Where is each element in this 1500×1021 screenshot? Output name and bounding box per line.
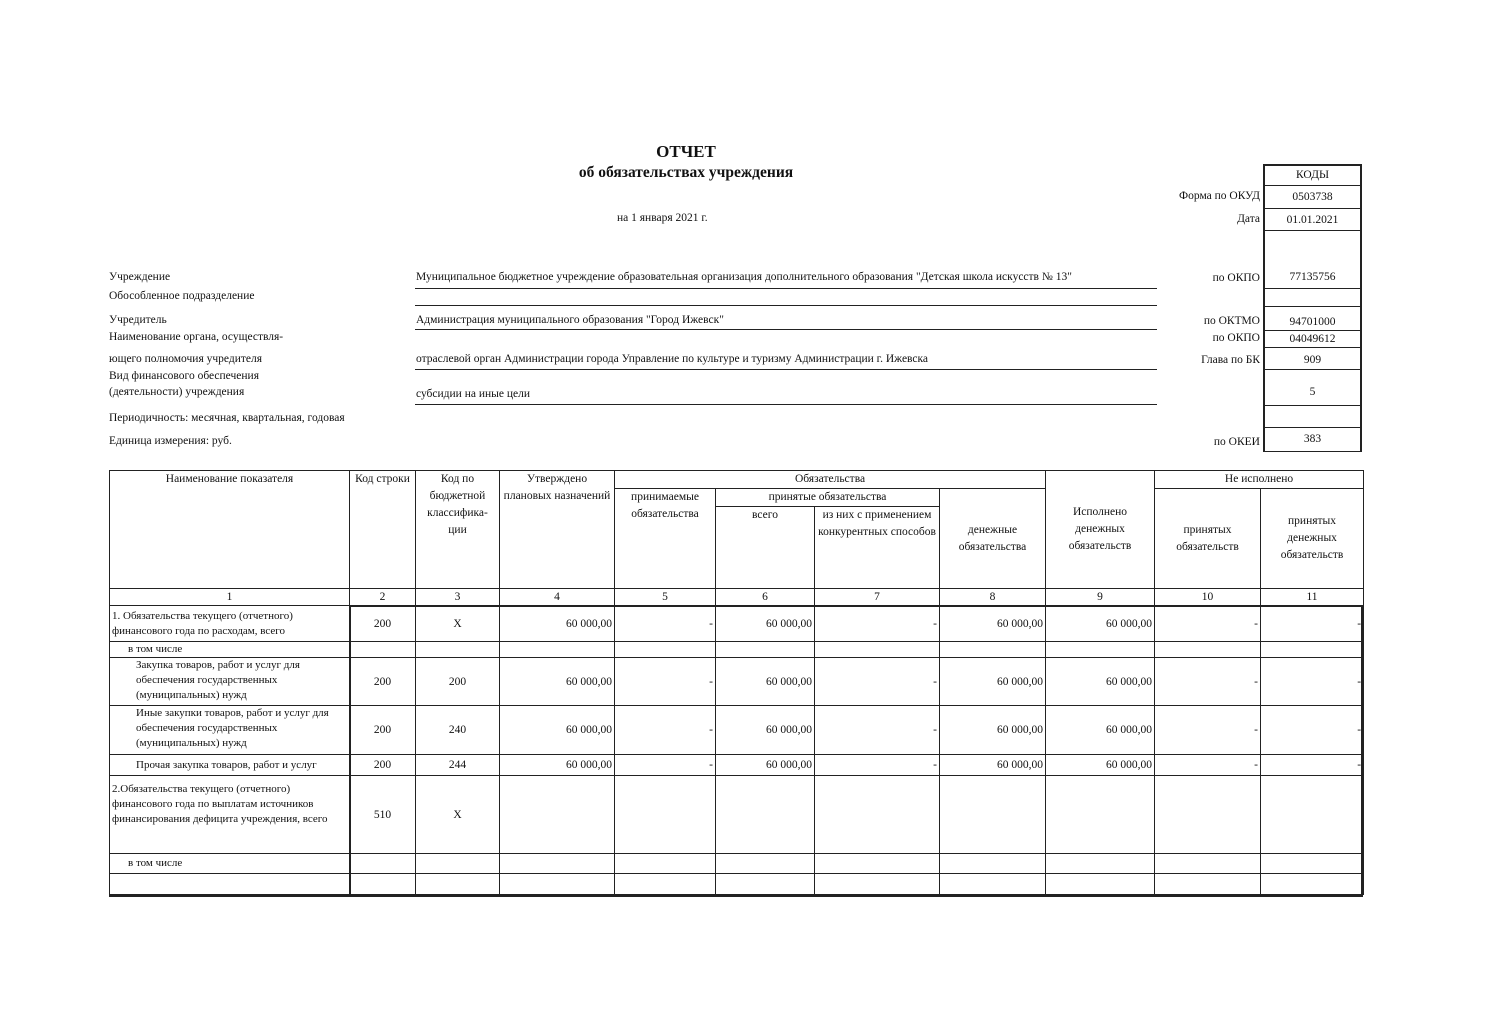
row-code: 200 [350,606,416,642]
row-c7: - [815,755,940,776]
row-c8 [940,874,1046,895]
row-c4 [500,854,615,874]
row-c7 [815,642,940,658]
row-c11 [1261,854,1364,874]
row-c7 [815,854,940,874]
codes-heading: КОДЫ [1263,164,1362,186]
col-number: 7 [815,589,940,606]
table-row [110,874,1364,895]
table-row [110,706,1364,755]
row-c8 [940,776,1046,854]
header-name: Наименование показателя [110,471,350,589]
row-c8: 60 000,00 [940,755,1046,776]
col-number: 3 [416,589,500,606]
row-c5 [615,642,716,658]
row-c4: 60 000,00 [500,606,615,642]
table-row [110,755,1364,776]
col-number: 1 [110,589,350,606]
row-c6: 60 000,00 [716,606,815,642]
header-monetary: денежные обязательства [940,489,1046,589]
row-code [350,642,416,658]
header-executed: Исполнено денежных обязательств [1046,471,1155,589]
row-code: 200 [350,755,416,776]
header-obligations: Обязательства [615,471,1046,489]
vid-label-2: (деятельности) учреждения [109,386,245,398]
table-row [110,776,1364,854]
code-okpo2: 04049612 [1263,331,1362,348]
row-c11: - [1261,658,1364,706]
col-number: 9 [1046,589,1155,606]
code-date: 01.01.2021 [1263,209,1362,231]
row-name: в том числе [110,642,350,658]
row-name: 1. Обязательства текущего (отчетного) финансового года по расходам, всего [110,606,350,642]
row-c5: - [615,755,716,776]
codes-column [1263,164,1362,452]
row-name: Иные закупки товаров, работ и услуг для обеспечения государственных (муниципальных) нужд [110,706,350,755]
row-name: Закупка товаров, работ и услуг для обеспечения государственных (муниципальных) нужд [110,658,350,706]
organ-label-1: Наименование органа, осуществля- [109,331,284,343]
col-number: 4 [500,589,615,606]
row-c9 [1046,874,1155,895]
col-number: 10 [1155,589,1261,606]
okpo2-label: по ОКПО [1212,332,1260,344]
row-name: Прочая закупка товаров, работ и услуг [110,755,350,776]
row-c10 [1155,776,1261,854]
vid-value: субсидии на иные цели [416,388,530,400]
row-c4: 60 000,00 [500,706,615,755]
institution-value: Муниципальное бюджетное учреждение образовательная организация дополнительного образования "Детская школа искусств № 13" [416,271,1072,283]
row-c7: - [815,706,940,755]
periodicity: Периодичность: месячная, квартальная, годовая [109,412,345,424]
header-not-executed: Не исполнено [1155,471,1364,489]
header-accepted-pending: принимаемые обязательства [615,489,716,589]
row-c5 [615,874,716,895]
header-approved: Утверждено плановых назначений [500,471,615,589]
row-bk [416,874,500,895]
row-c5: - [615,706,716,755]
table-row [110,854,1364,874]
code-okpo: 77135756 [1263,231,1362,289]
row-c4: 60 000,00 [500,658,615,706]
row-code [350,874,416,895]
code-oktmo: 94701000 [1263,307,1362,331]
row-c8 [940,642,1046,658]
row-bk: X [416,606,500,642]
row-c9: 60 000,00 [1046,658,1155,706]
row-c8: 60 000,00 [940,658,1046,706]
row-c9: 60 000,00 [1046,706,1155,755]
row-name [110,874,350,895]
okpo-label: по ОКПО [1212,272,1260,284]
col-number: 8 [940,589,1046,606]
table-row [110,658,1364,706]
row-c7: - [815,606,940,642]
code-periodicity [1263,406,1362,428]
row-bk: X [416,776,500,854]
row-c10: - [1155,755,1261,776]
row-c9 [1046,642,1155,658]
organ-label-2: ющего полномочия учредителя [109,353,263,365]
row-c11 [1261,874,1364,895]
row-c6 [716,874,815,895]
institution-underline [415,288,1157,289]
row-c8: 60 000,00 [940,606,1046,642]
report-date-line: на 1 января 2021 г. [617,212,708,224]
row-name: в том числе [110,854,350,874]
row-c9 [1046,776,1155,854]
vid-label-1: Вид финансового обеспечения [109,370,259,382]
row-c4 [500,776,615,854]
row-c6 [716,642,815,658]
founder-value: Администрация муниципального образования "Город Ижевск" [416,314,724,326]
subdivision-underline [415,305,1157,306]
row-bk: 200 [416,658,500,706]
table-row [110,642,1364,658]
row-code: 510 [350,776,416,854]
header-row-code: Код строки [350,471,416,589]
header-accepted: принятые обязательства [716,489,940,507]
unit: Единица измерения: руб. [109,435,232,447]
date-label: Дата [1237,213,1260,225]
header-budget-code: Код по бюджетной классифика-ции [416,471,500,589]
header-competitive: из них с применением конкурентных способов [815,507,940,589]
row-bk [416,854,500,874]
header-total: всего [716,507,815,589]
row-c6 [716,854,815,874]
row-c10: - [1155,658,1261,706]
row-c6: 60 000,00 [716,658,815,706]
institution-label: Учреждение [109,271,171,283]
okud-label: Форма по ОКУД [1179,190,1260,202]
col-number: 11 [1261,589,1364,606]
row-name: 2.Обязательства текущего (отчетного) финансового года по выплатам источников финансирования дефицита учреждения, всего [110,776,350,854]
row-bk: 244 [416,755,500,776]
col-number: 2 [350,589,416,606]
row-c4 [500,642,615,658]
code-vid: 5 [1263,370,1362,406]
row-c5 [615,854,716,874]
row-c6: 60 000,00 [716,755,815,776]
row-c10: - [1155,706,1261,755]
row-code: 200 [350,706,416,755]
row-c11: - [1261,755,1364,776]
row-c9 [1046,854,1155,874]
founder-underline [415,329,1157,330]
oktmo-label: по ОКТМО [1203,315,1260,327]
row-c11 [1261,642,1364,658]
row-c4 [500,874,615,895]
code-okei: 383 [1263,428,1362,452]
row-bk [416,642,500,658]
report-title: ОТЧЕТ [656,142,716,161]
organ-value: отраслевой орган Администрации города Управление по культуре и туризму Администрации г. Ижевска [416,353,929,365]
row-c11 [1261,776,1364,854]
row-c9: 60 000,00 [1046,755,1155,776]
row-c10 [1155,874,1261,895]
report-subtitle: об обязательствах учреждения [578,164,794,181]
row-c7: - [815,658,940,706]
row-c10 [1155,854,1261,874]
row-c4: 60 000,00 [500,755,615,776]
row-c8: 60 000,00 [940,706,1046,755]
row-c8 [940,854,1046,874]
row-c7 [815,874,940,895]
founder-label: Учредитель [109,314,167,326]
row-c9: 60 000,00 [1046,606,1155,642]
row-c11: - [1261,606,1364,642]
header-ne-monetary: принятых денежных обязательств [1261,489,1364,589]
obligations-table [109,470,1364,895]
code-glava: 909 [1263,348,1362,370]
header-ne-accepted: принятых обязательств [1155,489,1261,589]
glava-label: Глава по БК [1201,354,1260,366]
col-number: 5 [615,589,716,606]
vid-underline [415,404,1157,405]
table-bottom-rule [109,895,1363,897]
table-row [110,606,1364,642]
row-c10 [1155,642,1261,658]
row-bk: 240 [416,706,500,755]
okei-label: по ОКЕИ [1213,436,1260,448]
row-c6: 60 000,00 [716,706,815,755]
code-subdivision [1263,289,1362,307]
row-c5 [615,776,716,854]
row-c6 [716,776,815,854]
row-c7 [815,776,940,854]
subdivision-label: Обособленное подразделение [109,290,255,302]
row-c5: - [615,658,716,706]
row-code [350,854,416,874]
row-code: 200 [350,658,416,706]
col-number: 6 [716,589,815,606]
code-okud: 0503738 [1263,186,1362,209]
row-c11: - [1261,706,1364,755]
row-c5: - [615,606,716,642]
organ-underline [415,369,1157,370]
row-c10: - [1155,606,1261,642]
